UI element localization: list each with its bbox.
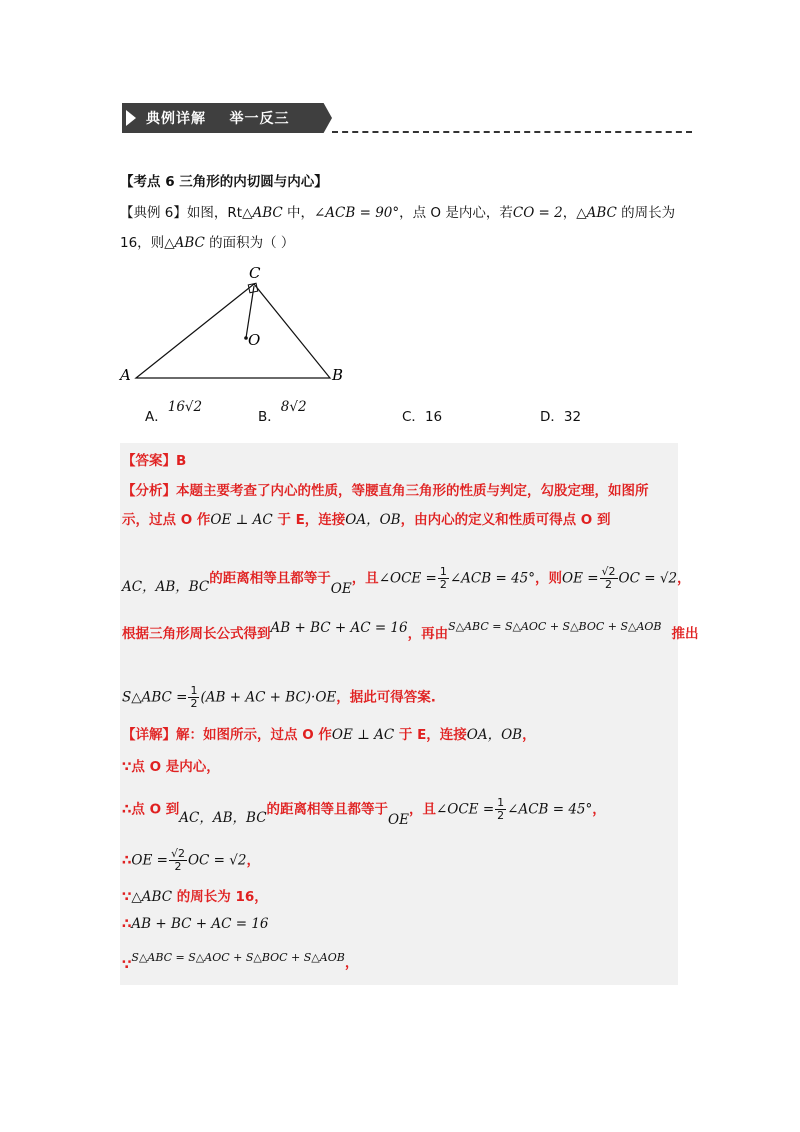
analysis-math: AB + BC + AC = 16: [270, 620, 408, 636]
option-value: 16√2: [167, 399, 203, 415]
option-letter: A．: [145, 409, 168, 425]
detail-math: S△ABC = S△AOC + S△BOC + S△AOB: [131, 951, 345, 964]
fraction-root: [600, 566, 618, 591]
option-letter: D．: [540, 409, 564, 425]
detail-math: OE ⊥ AC: [331, 727, 395, 743]
analysis-math: (AB + AC + BC)·OE: [200, 689, 337, 706]
problem-text: 16，则: [120, 235, 165, 251]
detail-text: ∴点 O 到: [122, 801, 180, 818]
analysis-text: 示，过点 O 作: [122, 512, 211, 528]
analysis-text: ，由内心的定义和性质可得点 O 到: [400, 512, 611, 528]
fraction-numerator: 1: [439, 565, 447, 578]
detail-line-6: [122, 915, 269, 933]
detail-text: ，且: [408, 801, 436, 818]
fraction-numerator: 1: [190, 684, 198, 697]
detail-text: ，: [246, 852, 260, 869]
analysis-text: 的距离相等且都等于: [209, 570, 331, 587]
detail-math: ∠ACB = 45°: [507, 801, 593, 818]
detail-line-1: [122, 726, 536, 744]
detail-text: 的周长为 16，: [172, 889, 268, 905]
triangle-figure: [118, 262, 358, 392]
fraction-denominator: 2: [605, 578, 613, 591]
banner-divider: [332, 131, 692, 133]
answer-line: 【答案】B: [122, 453, 187, 469]
detail-math: OC = √2: [187, 852, 247, 869]
analysis-line-3: AC，AB，BC的距离相等且都等于OE，且∠OCE = $\frac{1}{2}$ ∠ACB = 45°，则OE = $\frac{√2}{2}$ OC = √2，: [122, 565, 691, 597]
problem-line-1: [120, 204, 675, 222]
fraction-half: [438, 566, 449, 591]
analysis-math: ∠ACB = 45°: [449, 570, 535, 587]
analysis-math: OE ⊥ AC: [210, 512, 273, 528]
detail-text: 于 E，连接: [394, 727, 467, 743]
analysis-text: 于 E，连接: [272, 512, 346, 528]
label-a: A: [120, 366, 131, 384]
detail-line-4: [122, 848, 260, 873]
kaodian-heading: 【考点 6 三角形的内切圆与内心】: [120, 174, 328, 190]
fraction-denominator: 2: [439, 578, 447, 591]
fraction-numerator: √2: [601, 565, 616, 578]
analysis-text: ，据此可得答案.: [336, 689, 436, 706]
fraction-root: [169, 848, 187, 873]
detail-text: ，: [522, 727, 536, 743]
option-value: 8√2: [280, 399, 307, 415]
fraction-numerator: 1: [497, 796, 505, 809]
analysis-text: 根据三角形周长公式得到: [122, 626, 271, 642]
section-banner: [122, 103, 332, 133]
fraction-half: [188, 685, 199, 710]
analysis-line-4: [122, 620, 699, 644]
analysis-line-2: [122, 511, 611, 529]
fraction-denominator: 2: [174, 860, 182, 873]
analysis-line-1: 【分析】本题主要考查了内心的性质，等腰直角三角形的性质与判定，勾股定理，如图所: [122, 483, 649, 499]
problem-line-2: [120, 234, 294, 252]
detail-math: ∠OCE =: [435, 801, 495, 818]
label-b: B: [332, 366, 344, 384]
detail-text: ，: [592, 801, 606, 818]
analysis-math: OE: [330, 580, 352, 597]
fraction-denominator: 2: [190, 697, 198, 710]
label-c: C: [249, 264, 261, 282]
detail-line-7: [122, 948, 359, 973]
detail-math: AB + BC + AC = 16: [131, 916, 269, 932]
detail-math: △ABC: [131, 889, 173, 905]
detail-text: 【详解】解：如图所示，过点 O 作: [122, 727, 332, 743]
analysis-math: AC，AB，BC: [122, 578, 210, 595]
analysis-line-5: [122, 685, 436, 710]
detail-line-3: [122, 796, 606, 828]
problem-math: △ABC: [576, 205, 617, 221]
problem-text: 的周长为: [616, 205, 676, 221]
label-o: O: [248, 331, 261, 349]
detail-text: 的距离相等且都等于: [266, 801, 389, 818]
detail-text: ，: [344, 955, 359, 971]
problem-math: △ABC: [242, 205, 283, 221]
option-value: 16: [424, 409, 443, 425]
analysis-text: ，且: [351, 570, 379, 587]
detail-line-5: [122, 888, 268, 906]
problem-text: 的面积为（ ）: [204, 235, 295, 251]
option-letter: B．: [258, 409, 281, 425]
option-c[interactable]: [402, 408, 442, 426]
analysis-math: S△ABC =: [122, 689, 188, 706]
analysis-math: S△ABC = S△AOC + S△BOC + S△AOB: [448, 620, 662, 633]
analysis-text: ，则: [535, 570, 562, 587]
problem-text: 中，: [282, 205, 314, 221]
detail-line-2: ∵点 O 是内心，: [122, 759, 220, 775]
detail-math: OA，OB: [466, 727, 523, 743]
option-a[interactable]: [145, 399, 203, 426]
fraction-denominator: 2: [497, 809, 505, 822]
analysis-math: OC = √2: [618, 570, 678, 587]
option-value: 32: [563, 409, 582, 425]
detail-text: ∵: [122, 957, 132, 973]
analysis-text: 推出: [671, 626, 699, 642]
detail-text: ∴: [122, 916, 132, 932]
option-b[interactable]: [258, 399, 307, 426]
detail-text: ∴: [122, 852, 132, 869]
problem-math: ∠ACB = 90°: [314, 205, 400, 221]
problem-text: ，点 O 是内心，若: [399, 205, 513, 221]
detail-math: OE =: [131, 852, 168, 869]
detail-math: OE: [388, 811, 409, 828]
banner-arrow-icon: [126, 110, 136, 126]
option-d[interactable]: [540, 408, 581, 426]
banner-title: 典例详解 举一反三: [146, 111, 290, 127]
analysis-text: ，再由: [407, 626, 449, 642]
problem-text: ，: [562, 205, 577, 221]
analysis-math: ∠OCE =: [378, 570, 437, 587]
option-letter: C．: [402, 409, 425, 425]
problem-math: CO = 2: [512, 205, 563, 221]
analysis-math: OE =: [562, 570, 599, 587]
detail-text: ∵: [122, 889, 132, 905]
problem-text: 【典例 6】如图，Rt: [120, 205, 243, 221]
triangle-abc: [136, 284, 330, 378]
analysis-math: OA，OB: [345, 512, 401, 528]
detail-math: AC，AB，BC: [179, 809, 267, 826]
fraction-half: [495, 797, 506, 822]
fraction-numerator: √2: [170, 847, 185, 860]
problem-math: △ABC: [164, 235, 205, 251]
